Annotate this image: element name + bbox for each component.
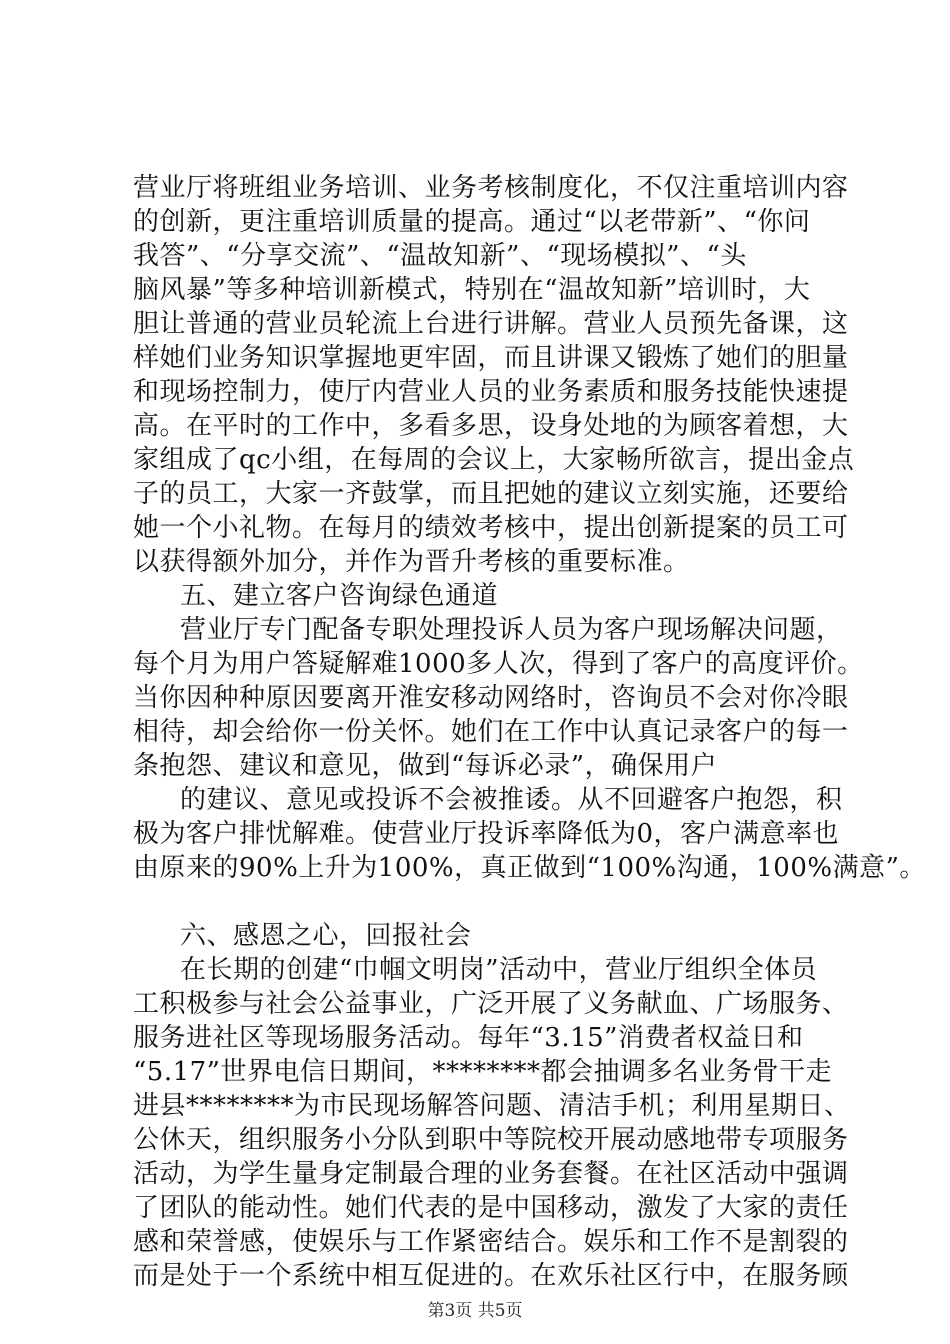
text-line: 营业厅专门配备专职处理投诉人员为客户现场解决问题， xyxy=(180,615,843,645)
text-line: 我答”、“分享交流”、“温故知新”、“现场模拟”、“头 xyxy=(133,241,747,271)
text-line: 以获得额外加分，并作为晋升考核的重要标准。 xyxy=(133,547,690,577)
text-line: 公休天，组织服务小分队到职中等院校开展动感地带专项服务 xyxy=(133,1125,849,1155)
text-line: 子的员工，大家一齐鼓掌，而且把她的建议立刻实施，还要给 xyxy=(133,479,849,509)
text-line: 的建议、意见或投诉不会被推诿。从不回避客户抱怨，积 xyxy=(180,785,843,815)
page-number: 第3页 共5页 xyxy=(427,1301,523,1321)
text-line: 感和荣誉感，使娱乐与工作紧密结合。娱乐和工作不是割裂的 xyxy=(133,1227,849,1257)
text-line: 活动，为学生量身定制最合理的业务套餐。在社区活动中强调 xyxy=(133,1159,849,1189)
section-heading-6: 六、感恩之心，回报社会 xyxy=(180,921,472,951)
text-line: 她一个小礼物。在每月的绩效考核中，提出创新提案的员工可 xyxy=(133,513,849,543)
text-line: 脑风暴”等多种培训新模式，特别在“温故知新”培训时，大 xyxy=(133,275,811,305)
text-line: 当你因种种原因要离开淮安移动网络时，咨询员不会对你冷眼 xyxy=(133,683,849,713)
text-line: “5.17”世界电信日期间，********都会抽调多名业务骨干走 xyxy=(133,1057,832,1087)
text-line: 而是处于一个系统中相互促进的。在欢乐社区行中，在服务顾 xyxy=(133,1261,849,1291)
text-line: 高。在平时的工作中，多看多思，设身处地的为顾客着想，大 xyxy=(133,411,849,441)
text-line: 和现场控制力，使厅内营业人员的业务素质和服务技能快速提 xyxy=(133,377,849,407)
text-line: 由原来的90%上升为100%，真正做到“100%沟通，100%满意”。 xyxy=(133,853,926,883)
text-line: 的创新，更注重培训质量的提高。通过“以老带新”、“你问 xyxy=(133,207,811,237)
text-line: 胆让普通的营业员轮流上台进行讲解。营业人员预先备课，这 xyxy=(133,309,849,339)
text-line: 工积极参与社会公益事业，广泛开展了义务献血、广场服务、 xyxy=(133,989,849,1019)
text-line: 极为客户排忧解难。使营业厅投诉率降低为0，客户满意率也 xyxy=(133,819,840,849)
text-line: 了团队的能动性。她们代表的是中国移动，激发了大家的责任 xyxy=(133,1193,849,1223)
text-line: 家组成了qc小组，在每周的会议上，大家畅所欲言，提出金点 xyxy=(133,445,855,475)
text-line: 条抱怨、建议和意见，做到“每诉必录”，确保用户 xyxy=(133,751,718,781)
text-line: 相待，却会给你一份关怀。她们在工作中认真记录客户的每一 xyxy=(133,717,849,747)
text-line: 服务进社区等现场服务活动。每年“3.15”消费者权益日和 xyxy=(133,1023,804,1053)
section-heading-5: 五、建立客户咨询绿色通道 xyxy=(180,581,499,611)
text-line: 每个月为用户答疑解难1000多人次，得到了客户的高度评价。 xyxy=(133,649,864,679)
text-line: 营业厅将班组业务培训、业务考核制度化，不仅注重培训内容 xyxy=(133,173,849,203)
text-line: 样她们业务知识掌握地更牢固，而且讲课又锻炼了她们的胆量 xyxy=(133,343,849,373)
text-line: 进县********为市民现场解答问题、清洁手机；利用星期日、 xyxy=(133,1091,851,1121)
text-line: 在长期的创建“巾帼文明岗”活动中，营业厅组织全体员 xyxy=(180,955,818,985)
